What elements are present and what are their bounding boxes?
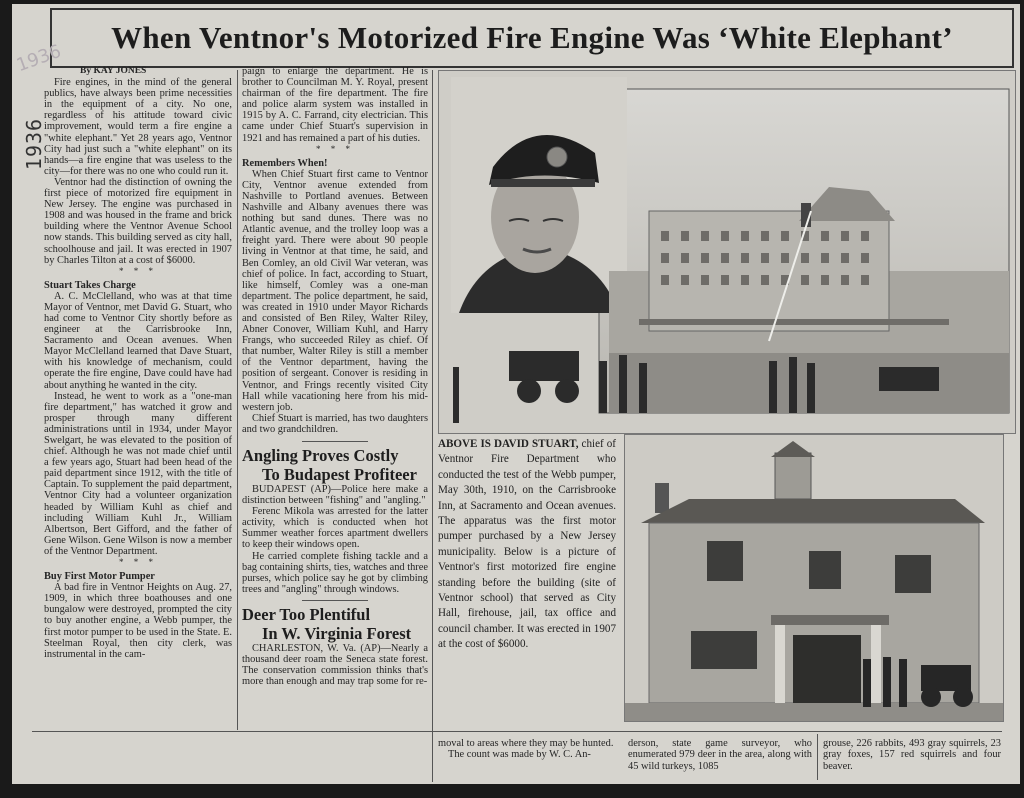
subheading: Remembers When! <box>242 157 328 169</box>
paragraph: A. C. McClelland, who was at that time Mayor of Ventnor, met David G. Stuart, who had come to Ventnor City shortly before as engineer at the Carrisbrooke Inn, Sacramento and Ocean avenues. When Mayor McClelland learned that Dave Stuart, with his knowledge of mechanism, could operate the fire engine, Dave could have had about anything he wanted in the city. <box>44 290 232 391</box>
paragraph: Instead, he went to work as a "one-man fire department," has watched it grow and prosper through many different administrations until in 1934, under Mayor Swelgart, he was elevated to the position of chief. Although he was not made chief until a few years ago, Stuart had been head of the paid department since 1912, with the title of Captain. To supplement the paid department, Ventnor City had a volunteer organization headed by William Kuhl as chief and including William Kuhl Jr., William Albertson, Bert Gifford, and the father of Gene Wilson. Gene Wilson is now a member of the Ventnor Department. <box>44 390 232 557</box>
handwritten-year-margin: 1936 <box>22 117 47 171</box>
byline: By KAY JONES <box>80 66 147 76</box>
paragraph: When Chief Stuart first came to Ventnor City, Ventnor avenue extended from Nashville to Portland avenues. Between Nashville and Albany avenues there was nothing but sand dunes. There was no Atlantic avenue, and the trolley loop was a freight yard. There were about 90 people living in Ventnor at that time, he said, and Ben Comley, an old Civil War veteran, was chief of police. In fact, according to Stuart, like himself, Comley was a one-man department. The police department, he said, was created in 1910 under Mayor Richards and consisted of Ben Riley, Walter Riley, Abner Conover, William Kuhl, and Harry Frangs, who succeeded Riley as chief. Of that number, Walter Riley is still a member of the Ventnor department, having the position of sergeant. Conover is residing in Ventnor, and Frings recently visited City Hall while vacationing here from his mid-western job. <box>242 168 428 413</box>
headline-line: To Budapest Profiteer <box>262 465 417 484</box>
subheading: Buy First Motor Pumper <box>44 571 155 583</box>
photo-illustration <box>625 435 1003 721</box>
article-column-1 <box>44 66 232 660</box>
column-rule <box>817 734 818 780</box>
column-rule-1 <box>237 70 238 730</box>
paragraph: He carried complete fishing tackle and a bag containing shirts, ties, watches and three purses, which police say he got by climbing trees and "angling" through windows. <box>242 550 428 595</box>
column-rule-2 <box>432 70 433 782</box>
photo-caption <box>438 437 616 653</box>
paragraph: Ferenc Mikola was arrested for the latter activity, which is conducted when hot Summer weather forces apartment dwellers to keep their windows open. <box>242 506 428 551</box>
paragraph: Chief Stuart is married, has two daughters and two grandchildren. <box>242 412 428 435</box>
photo-stuart-and-inn <box>438 70 1016 434</box>
newspaper-clipping <box>12 4 1020 784</box>
bottom-rule <box>32 731 1002 732</box>
subheading: Stuart Takes Charge <box>44 279 136 291</box>
deer-continuation-2: derson, state game surveyor, who enumerated 979 deer in the area, along with 45 wild turkeys, 1085 <box>628 738 812 772</box>
article-headline-angling <box>242 446 428 484</box>
deer-continuation-1 <box>438 738 622 761</box>
paragraph: BUDAPEST (AP)—Police here make a distinction between "fishing" and "angling." <box>242 484 428 507</box>
paragraph: Fire engines, in the mind of the general publics, have always been prime necessities in the equipment of a city. No one, regardless of his attitude toward civic improvement, would term a fire engine a "white elephant." Yet 28 years ago, Ventnor City had just such a "white elephant" on its hands—a fire engine that was useless to the city—for there was no one who could run it. <box>44 77 232 177</box>
article-headline-deer <box>242 605 428 643</box>
handwritten-year-faint: 1936 <box>13 40 65 77</box>
paragraph: Ventnor had the distinction of owning the first piece of motorized fire equipment in New Jersey. The engine was purchased in 1908 and was housed in the frame and brick building where the Ventnor Avenue School now stands. This building served as city hall, schoolhouse and jail. It was erected in 1907 by Charles Tilton at a cost of $6000. <box>44 176 232 266</box>
divider <box>302 435 368 442</box>
paragraph: moval to areas where they may be hunted. <box>438 738 614 749</box>
headline-line: In W. Virginia Forest <box>262 623 412 643</box>
photo-city-hall <box>624 434 1004 722</box>
headline-line: Angling Proves Costly <box>242 446 399 465</box>
photo-illustration <box>439 71 1015 433</box>
paragraph: A bad fire in Ventnor Heights on Aug. 27, 1909, in which three boathouses and one bungalow were destroyed, prompted the city to buy another engine, a Webb pumper, the first motor pumper to be used in the State. E. Steelman Royal, then city clerk, was instrumental in the cam- <box>44 582 232 660</box>
paragraph: CHARLESTON, W. Va. (AP)—Nearly a thousand deer roam the Seneca state forest. The conservation commission thinks that's more than enough and may trap some for re- <box>242 642 428 688</box>
article-column-2 <box>242 66 428 687</box>
section-break: * * * <box>119 557 157 568</box>
divider <box>302 595 368 601</box>
caption-lead: ABOVE IS DAVID STUART, <box>438 438 579 450</box>
paragraph: paign to enlarge the department. He is brother to Councilman M. Y. Royal, present chairman of the fire department. The fire and police alarm system was installed in 1915 by A. C. Farrand, city electrician. This came under Chief Stuart's supervision in 1921 and has remained a part of his duties. <box>242 66 428 144</box>
portrait-david-stuart <box>451 77 627 313</box>
section-break: * * * <box>316 143 354 154</box>
headline-line: Deer Too Plentiful <box>242 604 371 624</box>
deer-continuation-3: grouse, 226 rabbits, 493 gray squirrels, 23 gray foxes, 157 red squirrels and four beaver. <box>823 738 1001 772</box>
headline: When Ventnor's Motorized Fire Engine Was ‘White Elephant’ <box>50 8 1014 68</box>
paragraph: The count was made by W. C. An- <box>448 749 591 761</box>
section-break: * * * <box>119 265 157 276</box>
caption-text: chief of Ventnor Fire Department who conducted the test of the Webb pumper, May 30th, 1910, on the Carrisbrooke Inn, at Sacramento and Ocean avenues. The apparatus was the first motor pumper purchased by a New Jersey municipality. Below is a picture of Ventnor's first motorized fire engine standing before the building (site of Ventnor school) that served as City Hall, firehouse, jail, tax office and council chamber. It was erected in 1907 at the cost of $6000. <box>438 438 616 651</box>
